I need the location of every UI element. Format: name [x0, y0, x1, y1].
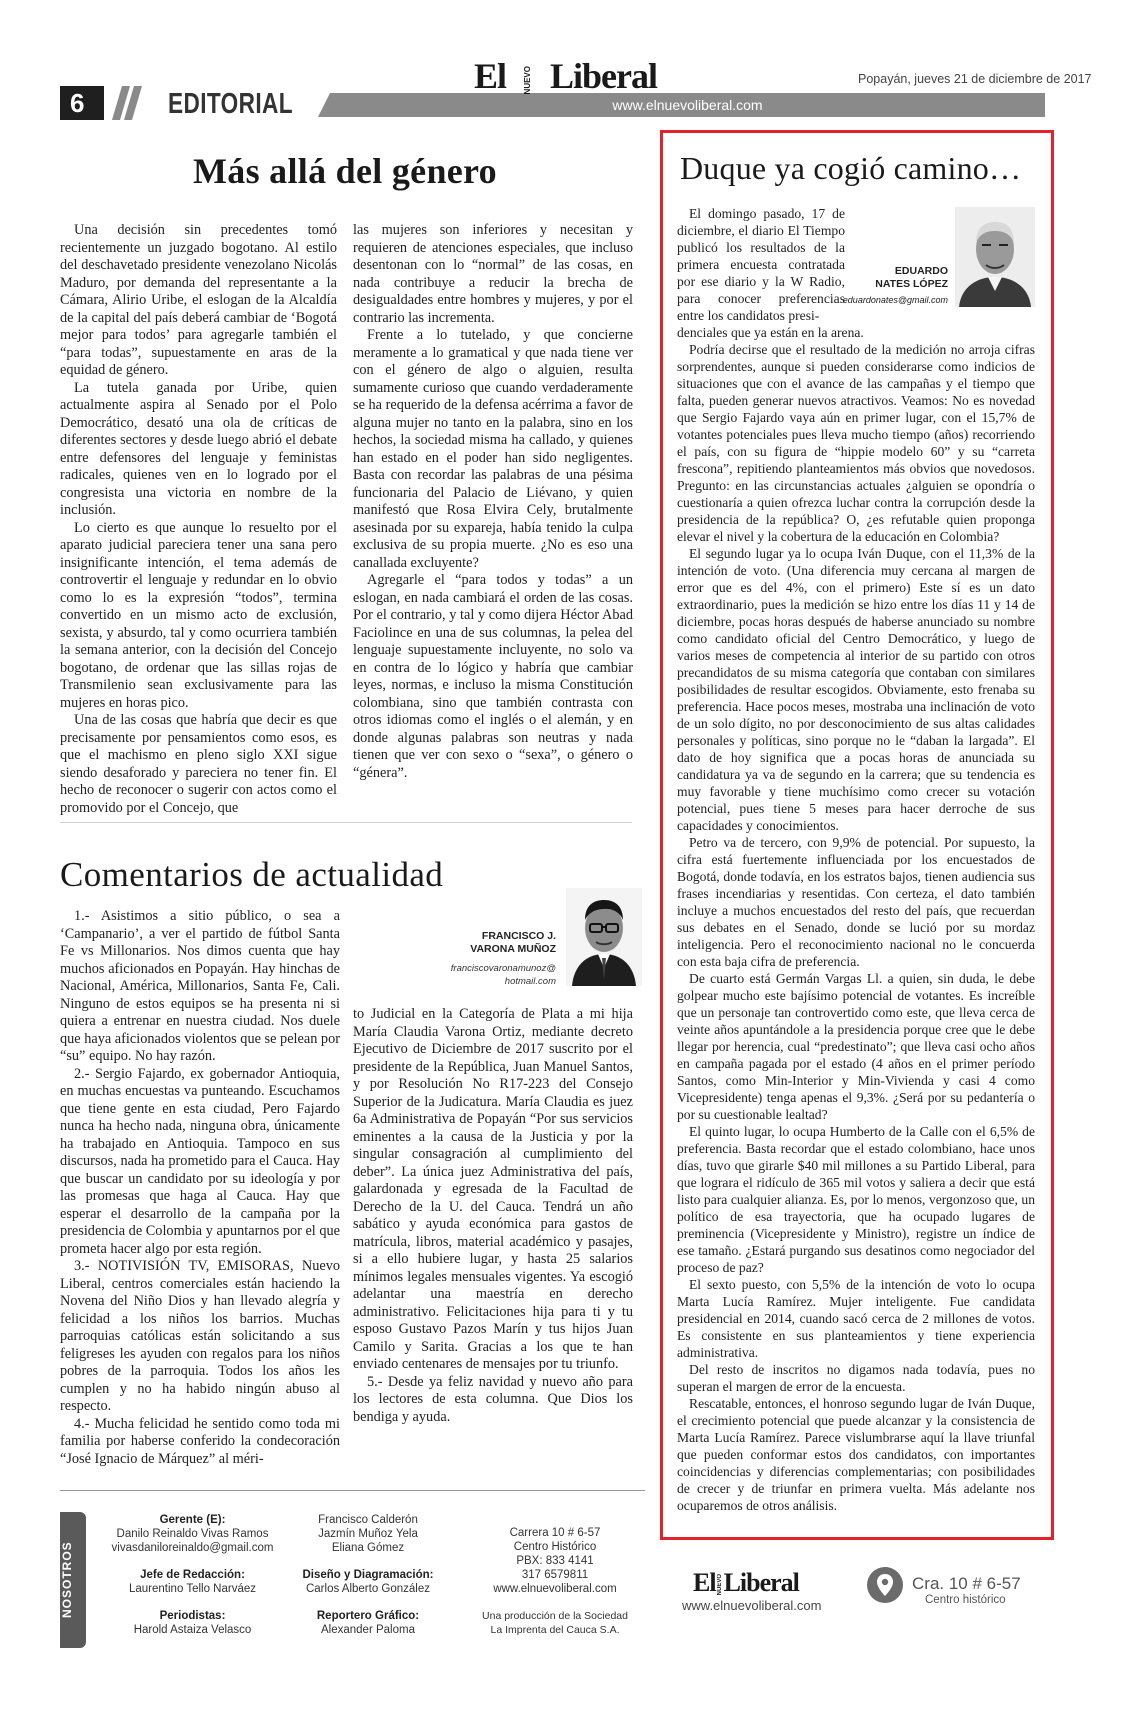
production-credit — [475, 1609, 635, 1637]
contact-line: 317 6579811 — [521, 1569, 589, 1581]
gerente-name: Danilo Reinaldo Vivas Ramos — [116, 1528, 269, 1540]
staff-member: Francisco Calderón — [318, 1514, 418, 1526]
paragraph: La tutela ganada por Uribe, quien actualmente aspira al Senado por el Polo Democrático, desató una ola de críticas de diferentes sectores y desde luego abrió el debate entre defensores del lenguaje y feministas radicales, quienes ven en lo logrado por el congresista una victoria en nombre de la inclusión. — [60, 379, 337, 518]
staff-reportero — [288, 1609, 448, 1637]
opinion-author-name — [848, 265, 948, 291]
production-line: La Imprenta del Cauca S.A. — [490, 1624, 620, 1636]
staff-member: Eliana Gómez — [331, 1542, 405, 1554]
masthead-nuevo: NUEVO — [523, 65, 533, 94]
diseno-name: Carlos Alberto González — [305, 1583, 430, 1595]
nosotros-label: NOSOTROS — [60, 1541, 74, 1619]
paragraph: Petro va de tercero, con 9,9% de potencial. Por supuesto, la cifra está fuertemente influenciada por los encuestados de Bogotá, donde todavía, en los estratos bajos, tienen audiencia sus frases incendiarias y resentidas. Con certeza, el dato también incluye a muchos encuestados del resto del país, que recuerdan sus debates en el Senado, donde se lució por su mordaz inteligencia. Pero el reconocimiento nacional no le concuerda con esta baja cifra de preferencia. — [677, 835, 1035, 969]
opinion-body — [677, 324, 1035, 1514]
comentarios-title: Comentarios de actualidad — [60, 855, 444, 894]
gerente-email[interactable]: vivasdaniloreinaldo@gmail.com — [111, 1542, 274, 1554]
paragraph: Frente a lo tutelado, y que concierne meramente a lo gramatical y que nada tiene ver con el género de algo o alguien, resulta sumamente curioso que cuando verdaderamente se ha requerido de la defensa acérrima a favor de alguna mujer no tanto en la palabra, sino en los hechos, la sociedad misma ha callado, y quienes han estado en el poder han sido negligentes. Basta con recordar las palabras de una pésima funcionaria del Palacio de Liévano, y quien manifestó que Rosa Elvira Cely, brutalmente asesinada por su expareja, había tenido la culpa exclusiva de su propia muerte. ¿No es eso una canallada excluyente? — [353, 327, 633, 571]
author-photo-varona — [566, 888, 642, 986]
comentarios-column-1 — [60, 908, 340, 1468]
paragraph: Una decisión sin precedentes tomó recientemente un juzgado bogotano. Al estilo del deschavetado presidente venezolano Nicolás Maduro, por demanda del representante a la Cámara, Alirio Uribe, el eslogan de la Alcaldía de la capital del país deberá cambiar de ‘Bogotá mejor para todos’ para agregarle también el “para todas”, supuestamente en aras de la equidad de género. — [60, 222, 337, 378]
footer-logo-el: El — [693, 1568, 716, 1597]
footer-address: Cra. 10 # 6-57 — [912, 1574, 1021, 1593]
editorial-title: Más allá del género — [192, 151, 497, 191]
header-url[interactable]: www.elnuevoliberal.com — [612, 97, 763, 113]
jefe-label: Jefe de Redacción: — [140, 1569, 245, 1581]
periodistas-name: Harold Astaiza Velasco — [133, 1624, 252, 1636]
footer-divider — [60, 1490, 645, 1491]
paragraph: El sexto puesto, con 5,5% de la intención de voto lo ocupa Marta Lucía Ramírez. Mujer inteligente. Fue candidata presidencial en 2014, cuando sacó cerca de 2 millones de votos. Es consistente en sus planteamientos y tiene experiencia administrativa. — [677, 1277, 1035, 1360]
comentarios-author-name — [440, 930, 556, 956]
opinion-author-email: eduardonates@gmail.com — [842, 295, 948, 305]
section-slash-icon — [108, 86, 148, 120]
author-name-line: NATES LÓPEZ — [875, 278, 948, 290]
contact-block — [475, 1526, 635, 1596]
list-item: 5.- Desde ya feliz navidad y nuevo año para los lectores de esta columna. Que Dios los bendiga y ayuda. — [353, 1373, 633, 1425]
reportero-label: Reportero Gráfico: — [316, 1610, 420, 1622]
masthead-logo[interactable] — [474, 56, 657, 96]
editorial-column-1 — [60, 222, 337, 817]
list-item: to Judicial en la Categoría de Plata a mi hija María Claudia Varona Ortiz, mediante decreto Ejecutivo de Diciembre de 2017 suscrito por el presidente de la República, Juan Manuel Santos, y por Resolución No R17-223 del Consejo Superior de la Judicatura. María Claudia es juez 6a Administrativa de Popayán “Por sus servicios eminentes a la causa de la Justicia y por la singular consagración al cumplimiento del deber”. La única juez Administrativa del país, galardonada y egresada de la Facultad de Derecho de la U. del Cauca. Tendrá un año sabático y ayuda económica para gastos de matrícula, libros, material académico y pasajes, si a ello hubiere lugar, y hasta 25 salarios mínimos legales mensuales vigentes. Ya escogió adelantar una maestría en derecho administrativo. Felicitaciones hija para ti y tu esposo Gustavo Pazos Marín y tus hijos Juan Camilo y Sarita. Gracias a los que te han enviado centenares de mensajes por tu triunfo. — [353, 1006, 633, 1372]
staff-diseno — [288, 1568, 448, 1596]
comentarios-column-2 — [353, 1006, 633, 1426]
author-email-line: hotmail.com — [504, 976, 556, 987]
author-name-line: VARONA MUÑOZ — [470, 943, 556, 955]
section-label: EDITORIAL — [168, 88, 293, 120]
footer-url[interactable]: www.elnuevoliberal.com — [682, 1598, 822, 1613]
contact-url[interactable]: www.elnuevoliberal.com — [493, 1583, 617, 1595]
contact-line: PBX: 833 4141 — [516, 1555, 594, 1567]
author-email-line: franciscovaronamunoz@ — [450, 963, 556, 974]
masthead-liberal: Liberal — [550, 56, 658, 96]
paragraph: Del resto de inscritos no digamos nada todavía, pues no superan el margen de error de la encuesta. — [677, 1362, 1035, 1394]
paragraph: De cuarto está Germán Vargas Ll. a quien, sin duda, le debe golpear mucho este bajísimo potencial de votantes. Es increíble que un personaje tan controvertido como este, que lleva cerca de veinte años apuntándole a la presidencia porque cree que le debe llegar por herencia, cual “predestinato”; que lleva casi ocho años en campaña pagada por el estado (4 años en el primer período Santos, como Min-Interior y Min-Vivienda y casi 4 como Vicepresidente) tenga apenas el 9,3%. ¿Será por su pedantería o por su cuestionable lealtad? — [677, 971, 1035, 1122]
footer-logo-liberal: Liberal — [723, 1568, 799, 1597]
paragraph: Rescatable, entonces, el honroso segundo lugar de Iván Duque, el crecimiento potencial que puede alcanzar y la consistencia de Marta Lucía Ramírez. Parece vislumbrarse aquí la llave triunfal que pueden conformar estos dos candidatos, con importantes coincidencias y diferencias complementarias; con posibilidades de crecer y de triunfar en primera vuelta. Más adelante nos ocuparemos de otros análisis. — [677, 1396, 1035, 1513]
paragraph: El domingo pasado, 17 de diciembre, el diario El Tiempo publicó los resultados de la primera encuesta contratada por ese diario y la W Radio, para conocer preferencias entre los candidatos presi- — [677, 206, 845, 323]
opinion-intro — [677, 205, 845, 324]
reportero-name: Alexander Paloma — [321, 1624, 415, 1636]
jefe-name: Laurentino Tello Narváez — [128, 1583, 256, 1595]
list-item: 1.- Asistimos a sitio público, o sea a ‘Campanario’, a ver el partido de fútbol Santa Fe vs Millonarios. Nos dimos cuenta que hay muchos aficionados en Popayán. Hay hinchas de Nacional, América, Millonarios, Santa Fe, Cali. Ninguno de estos equipos se ha presenta ni si quiera a entrenar en nuestra ciudad. Nos duele que haya aficionados violentos que se pelean por “su” equipo. No hay razón. — [60, 908, 340, 1064]
footer-logo[interactable] — [693, 1568, 799, 1598]
contact-line: Carrera 10 # 6-57 — [509, 1527, 601, 1539]
comentarios-author-email — [428, 962, 556, 988]
paragraph: El segundo lugar ya lo ocupa Iván Duque, con el 11,3% de la intención de voto. (Una diferencia muy cercana al margen de error que es del 4%, con el primero) Este sí es un dato extraordinario, pues la medición se hizo entre los días 11 y 14 de diciembre, pocas horas después de haberse anunciado su nombre como candidato oficial del Centro Democrático, y luego de varios meses de competencia al interior de su partido con otros precandidatos de su misma categoría que contaban con similares posibilidades de resultar escogidos. Obviamente, esto frenaba su preferencia. Hace pocos meses, mostraba una inclinación de voto de un solo dígito, no por desconocimiento de sus altas calidades personales y políticas, sino porque no le “daban la largada”. El dato de hoy significa que a pocas horas de anunciada su candidatura ya va de segundo en la carrera; que su tendencia es muy favorable y tiene muchísimo como crecer su votación potencial, pues tiene 5 meses para hacer derroche de sus capacidades y conocimientos. — [677, 546, 1035, 833]
paragraph: Lo cierto es que aunque lo resuelto por el aparato judicial pareciera tener una sana pero insignificante intención, el tema además de controvertir el lenguaje y redundar en lo obvio como lo es la expresión “todos”, termina convertido en un mismo acto de exclusión, sexista, y absurdo, tal y como ocurriera también la semana anterior, con la decisión del Concejo bogotano, de ordenar que las sillas rojas de Transmilenio sean exclusivamente para las mujeres en horas pico. — [60, 519, 337, 711]
paragraph: Una de las cosas que habría que decir es que precisamente por pensamientos como esos, es que el machismo en pleno siglo XXI sigue siendo desaforado y pareciera no tener fin. El hecho de reconocer o sugerir con actos como el promovido por el Concejo, que — [60, 712, 337, 816]
gerente-label: Gerente (E): — [159, 1514, 226, 1526]
list-item: 2.- Sergio Fajardo, ex gobernador Antioquia, en muchas encuestas va punteando. Escuchamos que tiene gente en esta ciudad, Pero Fajardo nunca ha hecho nada, ninguna obra, únicamente ha trabajado en Antioquia. Tampoco en sus discursos, nada ha prometido para el Cauca. Hay que buscar un candidato por su ideología y por las promesas que haga al Cauca. Hay que esperar el desarrollo de la campaña por la presidencia de Colombia y apuntarnos por el que prometa hacer algo por esta región. — [60, 1065, 340, 1257]
masthead-el: El — [474, 56, 507, 96]
periodistas-label: Periodistas: — [159, 1610, 226, 1622]
list-item: 4.- Mucha felicidad he sentido como toda mi familia por haberse conferido la condecoración “José Ignacio de Márquez” al méri- — [60, 1415, 340, 1467]
footer-logo-nuevo: NUEVO — [716, 1574, 723, 1596]
paragraph: El quinto lugar, lo ocupa Humberto de la Calle con el 6,5% de preferencia. Basta recordar que el estado colombiano, hace unos días, tuvo que girarle $40 mil millones a su Partido Liberal, para que lograra el ridículo de 365 mil votos y saliera a decir que está listo para cualquier alianza. Es, por lo menos, vergonzoso que, un político de esa trayectoria, que ha ocupado lugares de preminencia (Vicepresidente y Ministro), registre un índice de ese tamaño. ¿Estará purgando sus desatinos como negociador del proceso de paz? — [677, 1124, 1035, 1275]
paragraph: Agregarle el “para todos y todas” a un eslogan, en nada cambiará el orden de las cosas. Por el contrario, y tal y como dijera Héctor Abad Faciolince en una de sus columnas, la pelea del lenguaje supuestamente incluyente, no solo va en contra de lo lógico y habría que cambiar leyes, normas, e incluso la misma Constitución colombiana, sino que también contrasta con otros idiomas como el inglés o el alemán, y en donde algunas palabras son neutras y nada tienen que ver con sexo o “sexa”, o género o “génera”. — [353, 572, 633, 781]
contact-line: Centro Histórico — [513, 1541, 597, 1553]
author-photo-nates — [955, 207, 1035, 307]
production-line: Una producción de la Sociedad — [482, 1610, 628, 1622]
header-date: Popayán, jueves 21 de diciembre de 2017 — [858, 72, 1092, 86]
staff-list — [288, 1513, 448, 1555]
paragraph: las mujeres son inferiores y necesitan y requieren de atenciones especiales, que incluso desentonan con lo “normal” de las cosas, en nada contribuye a reducir la brecha de desigualdades entre hombres y mujeres, y por el contrario las incrementa. — [353, 222, 633, 326]
opinion-title: Duque ya cogió camino… — [680, 150, 1022, 186]
staff-periodistas — [100, 1609, 285, 1637]
footer-address-sub: Centro histórico — [925, 1594, 1006, 1606]
paragraph: Podría decirse que el resultado de la medición no arroja cifras sorprendentes, aunque si pueden considerarse como indicios de situaciones que con el avance de las campañas y el tiempo que falta, pueden generar nuevos atractivos. Veamos: No es novedad que Sergio Fajardo vaya aún en primer lugar, con el 15,7% de votantes potenciales pues lleva mucho tiempo (años) recorriendo el país, con su figura de “hippie modelo 60” y su “carreta frescona”, repitiendo planteamientos más obvios que novedosos. Pregunto: en las circunstancias actuales ¿alguien se opondría o cuestionaría a quien ofrezca luchar contra la corrupción desde la presidencia de la república? O, ¿es refutable quien proponga elevar el nivel y la cobertura de la educación en Colombia? — [677, 342, 1035, 544]
page-number: 6 — [60, 86, 104, 120]
author-name-line: FRANCISCO J. — [481, 930, 556, 942]
list-item: 3.- NOTIVISIÓN TV, EMISORAS, Nuevo Liberal, centros comerciales están haciendo la Novena del Niño Dios y han llevado alegría y felicidad a los niños los barrios. Muchas parroquias católicas están solicitando a sus feligreses les ayuden con regalos para los niños pobres de la parroquia. Todos los años les cumplen y no ha habido ningún abuso al respecto. — [60, 1258, 340, 1414]
paragraph: denciales que ya están en la arena. — [677, 325, 864, 340]
staff-jefe — [100, 1568, 285, 1596]
author-name-line: EDUARDO — [894, 265, 948, 277]
staff-member: Jazmín Muñoz Yela — [318, 1528, 418, 1540]
location-pin-icon — [866, 1566, 904, 1604]
diseno-label: Diseño y Diagramación: — [302, 1569, 434, 1581]
section-divider — [60, 822, 632, 823]
staff-gerente — [100, 1513, 285, 1555]
editorial-column-2 — [353, 222, 633, 782]
